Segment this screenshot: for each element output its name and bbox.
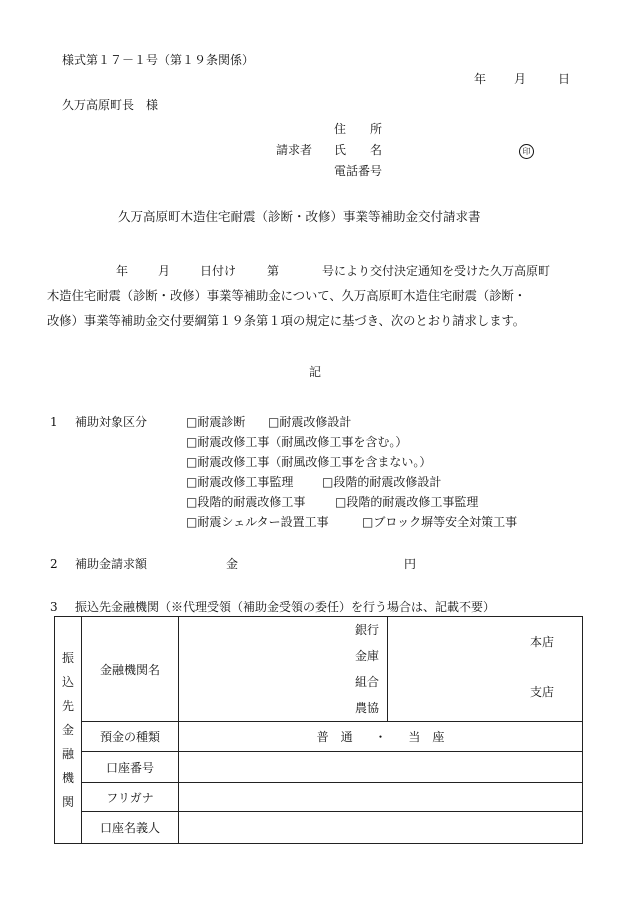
section3-number: 3	[50, 600, 58, 614]
branch-field[interactable]	[388, 617, 583, 722]
addressee: 久万高原町長 様	[62, 98, 159, 112]
amount-yen: 円	[404, 557, 417, 571]
deposit-futsu[interactable]: 普 通	[316, 730, 353, 744]
inst-type-kumiai: 組合	[354, 675, 379, 689]
checkbox-kaishu-koji-without-wind[interactable]: □耐震改修工事（耐風改修工事を含まない。）	[186, 455, 432, 469]
inst-type-nokyo: 農協	[354, 701, 379, 715]
furigana-label: フリガナ	[82, 783, 179, 812]
furigana-field[interactable]	[179, 783, 583, 812]
section3-label: 振込先金融機関（※代理受領（補助金受領の委任）を行う場合は、記載不要）	[75, 600, 496, 614]
section2-number: 2	[50, 557, 58, 571]
account-holder-label: 口座名義人	[82, 812, 179, 844]
inst-type-bank: 銀行	[354, 623, 379, 637]
bank-vertical-label: 振 込 先 金 融 機 関	[55, 617, 82, 844]
institution-name-label: 金融機関名	[82, 617, 179, 722]
seal-mark: 印	[519, 144, 534, 159]
claimant-name-label: 氏 名	[334, 143, 383, 157]
document-title: 久万高原町木造住宅耐震（診断・改修）事業等補助金交付請求書	[118, 209, 481, 224]
body-month: 月	[158, 264, 171, 278]
date-month: 月	[514, 72, 527, 86]
checkbox-dankai-sekkei[interactable]: □段階的耐震改修設計	[322, 475, 442, 489]
deposit-type-label: 預金の種類	[82, 722, 179, 752]
body-year: 年	[116, 264, 129, 278]
claimant-phone-label: 電話番号	[334, 164, 383, 178]
account-number-field[interactable]	[179, 752, 583, 783]
ki-heading: 記	[309, 365, 322, 379]
checkbox-kaishu-koji-with-wind[interactable]: □耐震改修工事（耐風改修工事を含む。）	[186, 435, 408, 449]
body-dated: 日付け	[200, 264, 237, 278]
section1-label: 補助対象区分	[75, 415, 148, 429]
deposit-separator: ・	[374, 730, 387, 744]
institution-name-field[interactable]	[179, 617, 388, 722]
form-number: 様式第１７－１号（第１９条関係）	[62, 53, 255, 67]
checkbox-kaishu-sekkei[interactable]: □耐震改修設計	[268, 415, 352, 429]
section2-label: 補助金請求額	[75, 557, 148, 571]
account-holder-field[interactable]	[179, 812, 583, 844]
claimant-label: 請求者	[276, 143, 313, 157]
branch-shiten: 支店	[529, 685, 554, 699]
deposit-type-field[interactable]	[179, 722, 583, 752]
amount-kin: 金	[226, 557, 239, 571]
date-year: 年	[474, 72, 487, 86]
body-line2: 木造住宅耐震（診断・改修）事業等補助金について、久万高原町木造住宅耐震（診断・	[47, 289, 527, 303]
body-no: 第	[267, 264, 280, 278]
checkbox-kaishu-koji-kanri[interactable]: □耐震改修工事監理	[186, 475, 294, 489]
deposit-toza[interactable]: 当 座	[408, 730, 445, 744]
account-number-label: 口座番号	[82, 752, 179, 783]
section1-number: 1	[50, 415, 58, 429]
branch-honten: 本店	[529, 635, 554, 649]
checkbox-dankai-koji-kanri[interactable]: □段階的耐震改修工事監理	[335, 495, 479, 509]
checkbox-taishin-shindan[interactable]: □耐震診断	[186, 415, 246, 429]
checkbox-dankai-koji[interactable]: □段階的耐震改修工事	[186, 495, 306, 509]
body-line1-text: 号により交付決定通知を受けた久万高原町	[322, 264, 551, 278]
body-line3: 改修）事業等補助金交付要綱第１９条第１項の規定に基づき、次のとおり請求します。	[47, 314, 526, 328]
inst-type-kinko: 金庫	[354, 649, 379, 663]
checkbox-shelter[interactable]: □耐震シェルター設置工事	[186, 515, 329, 529]
claimant-address-label: 住 所	[334, 122, 383, 136]
bank-account-table	[54, 616, 583, 844]
date-day: 日	[558, 72, 571, 86]
checkbox-block-wall[interactable]: □ブロック塀等安全対策工事	[362, 515, 518, 529]
